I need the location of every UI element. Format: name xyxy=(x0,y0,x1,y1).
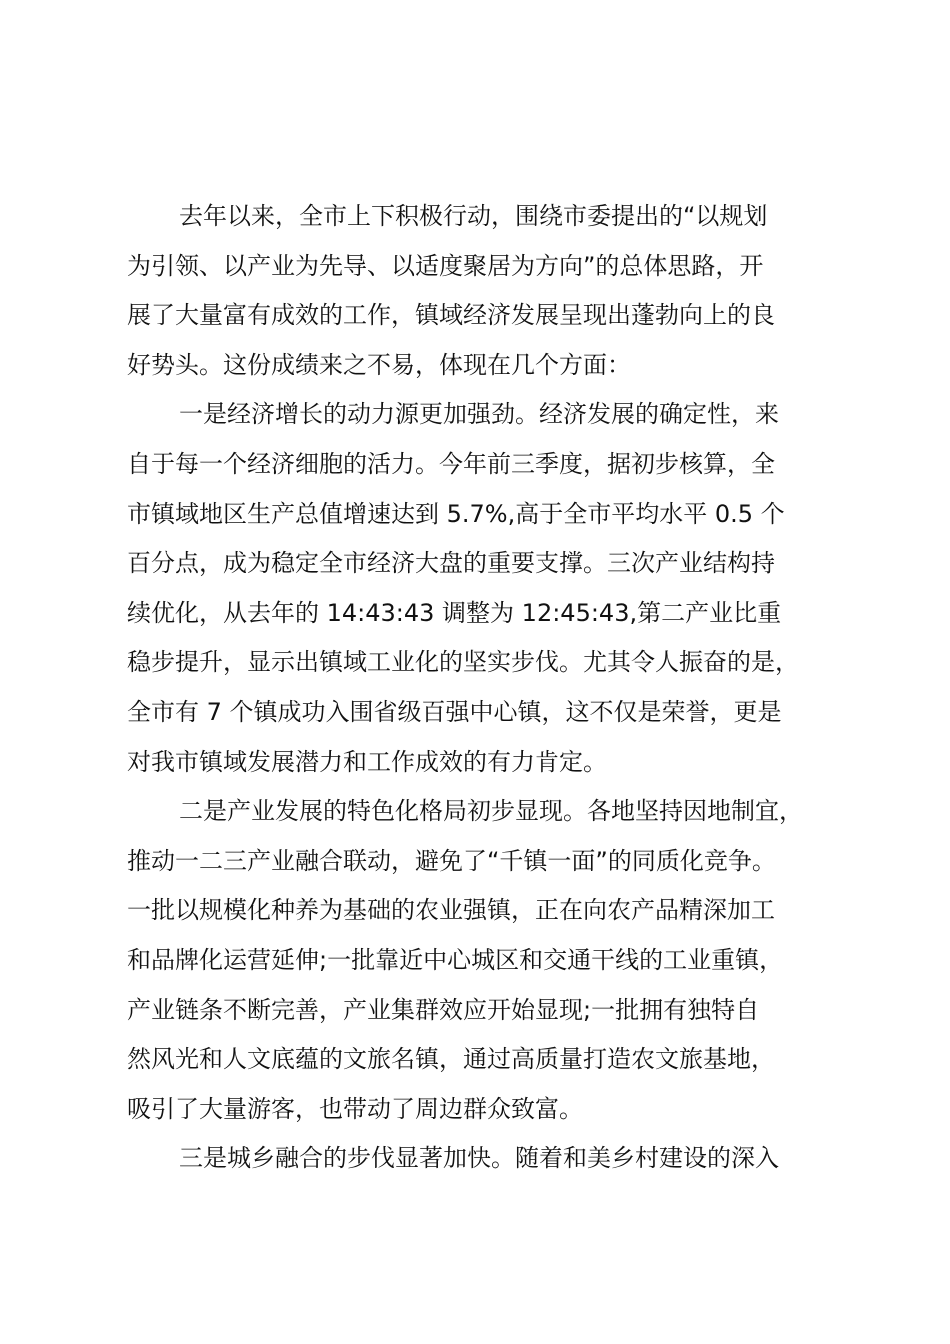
text-line: 续优化，从去年的 14:43:43 调整为 12:45:43,第二产业比重 xyxy=(127,598,782,627)
text-line: 展了大量富有成效的工作，镇域经济发展呈现出蓬勃向上的良 xyxy=(127,301,775,330)
text-line: 产业链条不断完善，产业集群效应开始显现;一批拥有独特自 xyxy=(127,995,760,1024)
text-line: 对我市镇域发展潜力和工作成效的有力肯定。 xyxy=(127,747,607,776)
text-line: 市镇域地区生产总值增速达到 5.7%,高于全市平均水平 0.5 个 xyxy=(127,499,785,528)
text-line: 和品牌化运营延伸;一批靠近中心城区和交通干线的工业重镇， xyxy=(127,945,784,974)
text-line: 全市有 7 个镇成功入围省级百强中心镇，这不仅是荣誉，更是 xyxy=(127,697,782,726)
text-line: 三是城乡融合的步伐显著加快。随着和美乡村建设的深入 xyxy=(179,1144,779,1173)
paragraph-industry xyxy=(127,787,827,1134)
text-line: 好势头。这份成绩来之不易，体现在几个方面： xyxy=(127,350,631,379)
document-body xyxy=(127,192,827,1184)
text-line: 稳步提升，显示出镇域工业化的坚实步伐。尤其令人振奋的是， xyxy=(127,648,799,677)
text-line: 然风光和人文底蕴的文旅名镇，通过高质量打造农文旅基地， xyxy=(127,1045,775,1074)
text-line: 二是产业发展的特色化格局初步显现。各地坚持因地制宜， xyxy=(179,797,803,826)
text-line: 吸引了大量游客，也带动了周边群众致富。 xyxy=(127,1094,583,1123)
text-line: 去年以来，全市上下积极行动，围绕市委提出的“以规划 xyxy=(179,202,768,230)
paragraph-urban-rural xyxy=(127,1134,827,1184)
text-line: 推动一二三产业融合联动，避免了“千镇一面”的同质化竞争。 xyxy=(127,846,776,875)
text-line: 自于每一个经济细胞的活力。今年前三季度，据初步核算，全 xyxy=(127,449,775,478)
paragraph-economic-growth xyxy=(127,390,827,787)
paragraph-overview xyxy=(127,192,827,390)
text-line: 百分点，成为稳定全市经济大盘的重要支撑。三次产业结构持 xyxy=(127,549,775,578)
text-line: 一是经济增长的动力源更加强劲。经济发展的确定性，来 xyxy=(179,400,779,429)
text-line: 为引领、以产业为先导、以适度聚居为方向”的总体思路，开 xyxy=(127,251,764,280)
text-line: 一批以规模化种养为基础的农业强镇，正在向农产品精深加工 xyxy=(127,896,775,925)
